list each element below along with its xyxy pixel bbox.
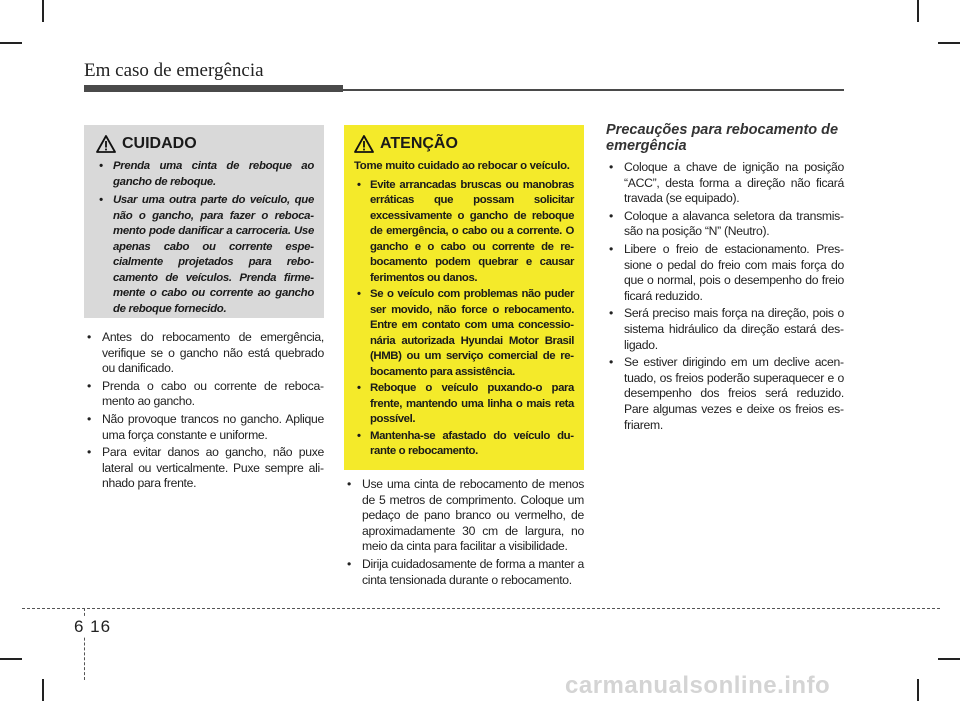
warning-triangle-icon bbox=[96, 135, 116, 153]
crop-mark bbox=[0, 42, 22, 44]
header-rule-thick bbox=[84, 85, 343, 92]
tow-strap-instructions bbox=[344, 477, 584, 590]
warning-list bbox=[354, 178, 574, 460]
caution-list bbox=[96, 159, 314, 317]
crop-mark bbox=[917, 0, 919, 22]
crop-mark bbox=[42, 0, 44, 22]
warning-triangle-icon bbox=[354, 135, 374, 153]
list-item: • Prenda o cabo ou corrente de rebocamento ao gancho. bbox=[84, 379, 324, 410]
list-item: • Usar uma outra parte do veículo, que não o gancho, para fazer o rebocamento pode danificar a carroceria. Use apenas cabo ou corrente especialmente projetados para rebocamento de veículos. Prenda firmemente o cabo ou corrente ao gancho de reboque fornecido. bbox=[96, 193, 314, 317]
list-item: • Use uma cinta de rebocamento de menos de 5 metros de comprimento. Coloque um pedaço de pano branco ou vermelho, de aproximadamente 30 cm de largura, no meio da cinta para facilitar a visibilidade. bbox=[344, 477, 584, 555]
header-rule-thin bbox=[343, 89, 844, 91]
caution-box bbox=[84, 125, 324, 318]
crop-mark bbox=[938, 42, 960, 44]
footer-divider bbox=[22, 608, 940, 609]
crop-mark bbox=[42, 679, 44, 701]
list-item: • Antes do rebocamento de emergência, verifique se o gancho não está quebrado ou danificado. bbox=[84, 330, 324, 377]
crop-mark bbox=[938, 658, 960, 660]
crop-mark bbox=[917, 679, 919, 701]
warning-box bbox=[344, 125, 584, 470]
page-header-title: Em caso de emergência bbox=[84, 60, 264, 81]
list-item: • Reboque o veículo puxando-o para frente, mantendo uma linha o mais reta possível. bbox=[354, 381, 574, 428]
caution-title: CUIDADO bbox=[122, 135, 197, 152]
warning-heading bbox=[354, 135, 574, 153]
towing-precautions-list bbox=[606, 160, 844, 435]
list-item: • Para evitar danos ao gancho, não puxe lateral ou verticalmente. Puxe sempre alinhado para frente. bbox=[84, 445, 324, 492]
warning-title: ATENÇÃO bbox=[380, 135, 458, 152]
page-number: 6 16 bbox=[74, 617, 112, 636]
tow-hook-instructions bbox=[84, 330, 324, 494]
list-item: • Libere o freio de estacionamento. Pressione o pedal do freio com mais força do que o normal, pois o desempenho do freio ficará reduzido. bbox=[606, 242, 844, 304]
list-item: • Evite arrancadas bruscas ou manobras erráticas que possam solicitar excessivamente o gancho de reboque de emergência, o cabo ou a corrente. O gancho e o cabo ou corrente de rebocamento podem quebrar e causar ferimentos ou danos. bbox=[354, 178, 574, 287]
warning-intro: Tome muito cuidado ao rebocar o veículo. bbox=[354, 160, 570, 172]
list-item: • Coloque a alavanca seletora da transmissão na posição “N” (Neutro). bbox=[606, 209, 844, 240]
list-item: • Se estiver dirigindo em um declive acentuado, os freios poderão superaquecer e o desempenho dos freios será reduzido. Pare algumas vezes e deixe os freios esfriarem. bbox=[606, 355, 844, 433]
list-item: • Coloque a chave de ignição na posição “ACC”, desta forma a direção não ficará travada (se equipado). bbox=[606, 160, 844, 207]
list-item: • Não provoque trancos no gancho. Aplique uma força constante e uniforme. bbox=[84, 412, 324, 443]
list-item: • Será preciso mais força na direção, pois o sistema hidráulico da direção estará desligado. bbox=[606, 306, 844, 353]
section-heading: Precauções para rebocamento de emergência bbox=[606, 122, 839, 154]
list-item: • Se o veículo com problemas não puder ser movido, não force o rebocamento. Entre em contato com uma concessionária autorizada Hyundai Motor Brasil (HMB) ou um serviço comercial de rebocamento para assistência. bbox=[354, 287, 574, 380]
list-item: • Mantenha-se afastado do veículo durante o rebocamento. bbox=[354, 429, 574, 460]
caution-heading bbox=[96, 135, 314, 153]
list-item: • Dirija cuidadosamente de forma a manter a cinta tensionada durante o rebocamento. bbox=[344, 557, 584, 588]
list-item: • Prenda uma cinta de reboque ao gancho de reboque. bbox=[96, 159, 314, 190]
crop-mark bbox=[0, 658, 22, 660]
watermark: carmanualsonline.info bbox=[565, 672, 831, 699]
